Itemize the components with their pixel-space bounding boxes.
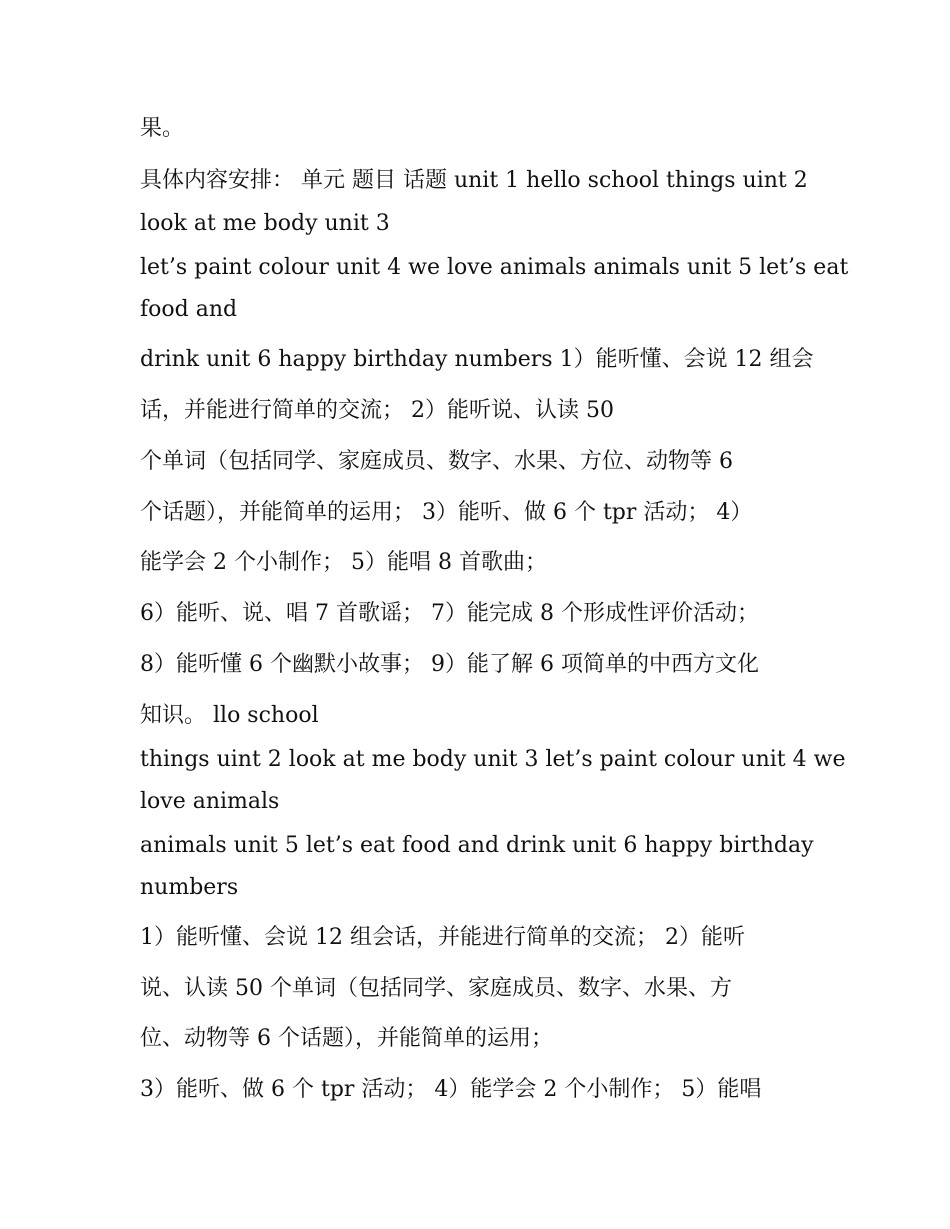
text-line: 8）能听懂 6 个幽默小故事； 9）能了解 6 项简单的中西方文化	[140, 652, 759, 677]
text-line: 话，并能进行简单的交流； 2）能听说、认读 50	[140, 398, 614, 423]
text-line: 具体内容安排： 单元 题目 话题 unit 1 hello school things uint 2	[140, 168, 808, 193]
text-line: 果。	[140, 116, 185, 141]
text-line: drink unit 6 happy birthday numbers 1）能听懂、会说 12 组会	[140, 347, 814, 372]
text-line: 知识。 llo school	[140, 703, 319, 728]
text-line: 位、动物等 6 个话题），并能简单的运用；	[140, 1026, 553, 1051]
text-line: 3）能听、做 6 个 tpr 活动； 4）能学会 2 个小制作； 5）能唱	[140, 1077, 762, 1102]
text-line: look at me body unit 3	[140, 211, 390, 236]
text-line: 个话题），并能简单的运用； 3）能听、做 6 个 tpr 活动； 4）	[140, 500, 753, 525]
text-line: 能学会 2 个小制作； 5）能唱 8 首歌曲；	[140, 550, 547, 575]
text-line: let’s paint colour unit 4 we love animals animals unit 5 let’s eat	[140, 255, 849, 280]
text-line: 6）能听、说、唱 7 首歌谣； 7）能完成 8 个形成性评价活动；	[140, 601, 759, 626]
text-line: 说、认读 50 个单词（包括同学、家庭成员、数字、水果、方	[140, 976, 732, 1001]
text-line: 1）能听懂、会说 12 组会话，并能进行简单的交流； 2）能听	[140, 925, 745, 950]
text-line: things uint 2 look at me body unit 3 let’s paint colour unit 4 we	[140, 747, 846, 772]
text-line: food and	[140, 297, 238, 322]
text-line: 个单词（包括同学、家庭成员、数字、水果、方位、动物等 6	[140, 449, 733, 474]
text-line: animals unit 5 let’s eat food and drink unit 6 happy birthday	[140, 833, 814, 858]
text-line: love animals	[140, 789, 280, 814]
text-line: numbers	[140, 875, 239, 900]
